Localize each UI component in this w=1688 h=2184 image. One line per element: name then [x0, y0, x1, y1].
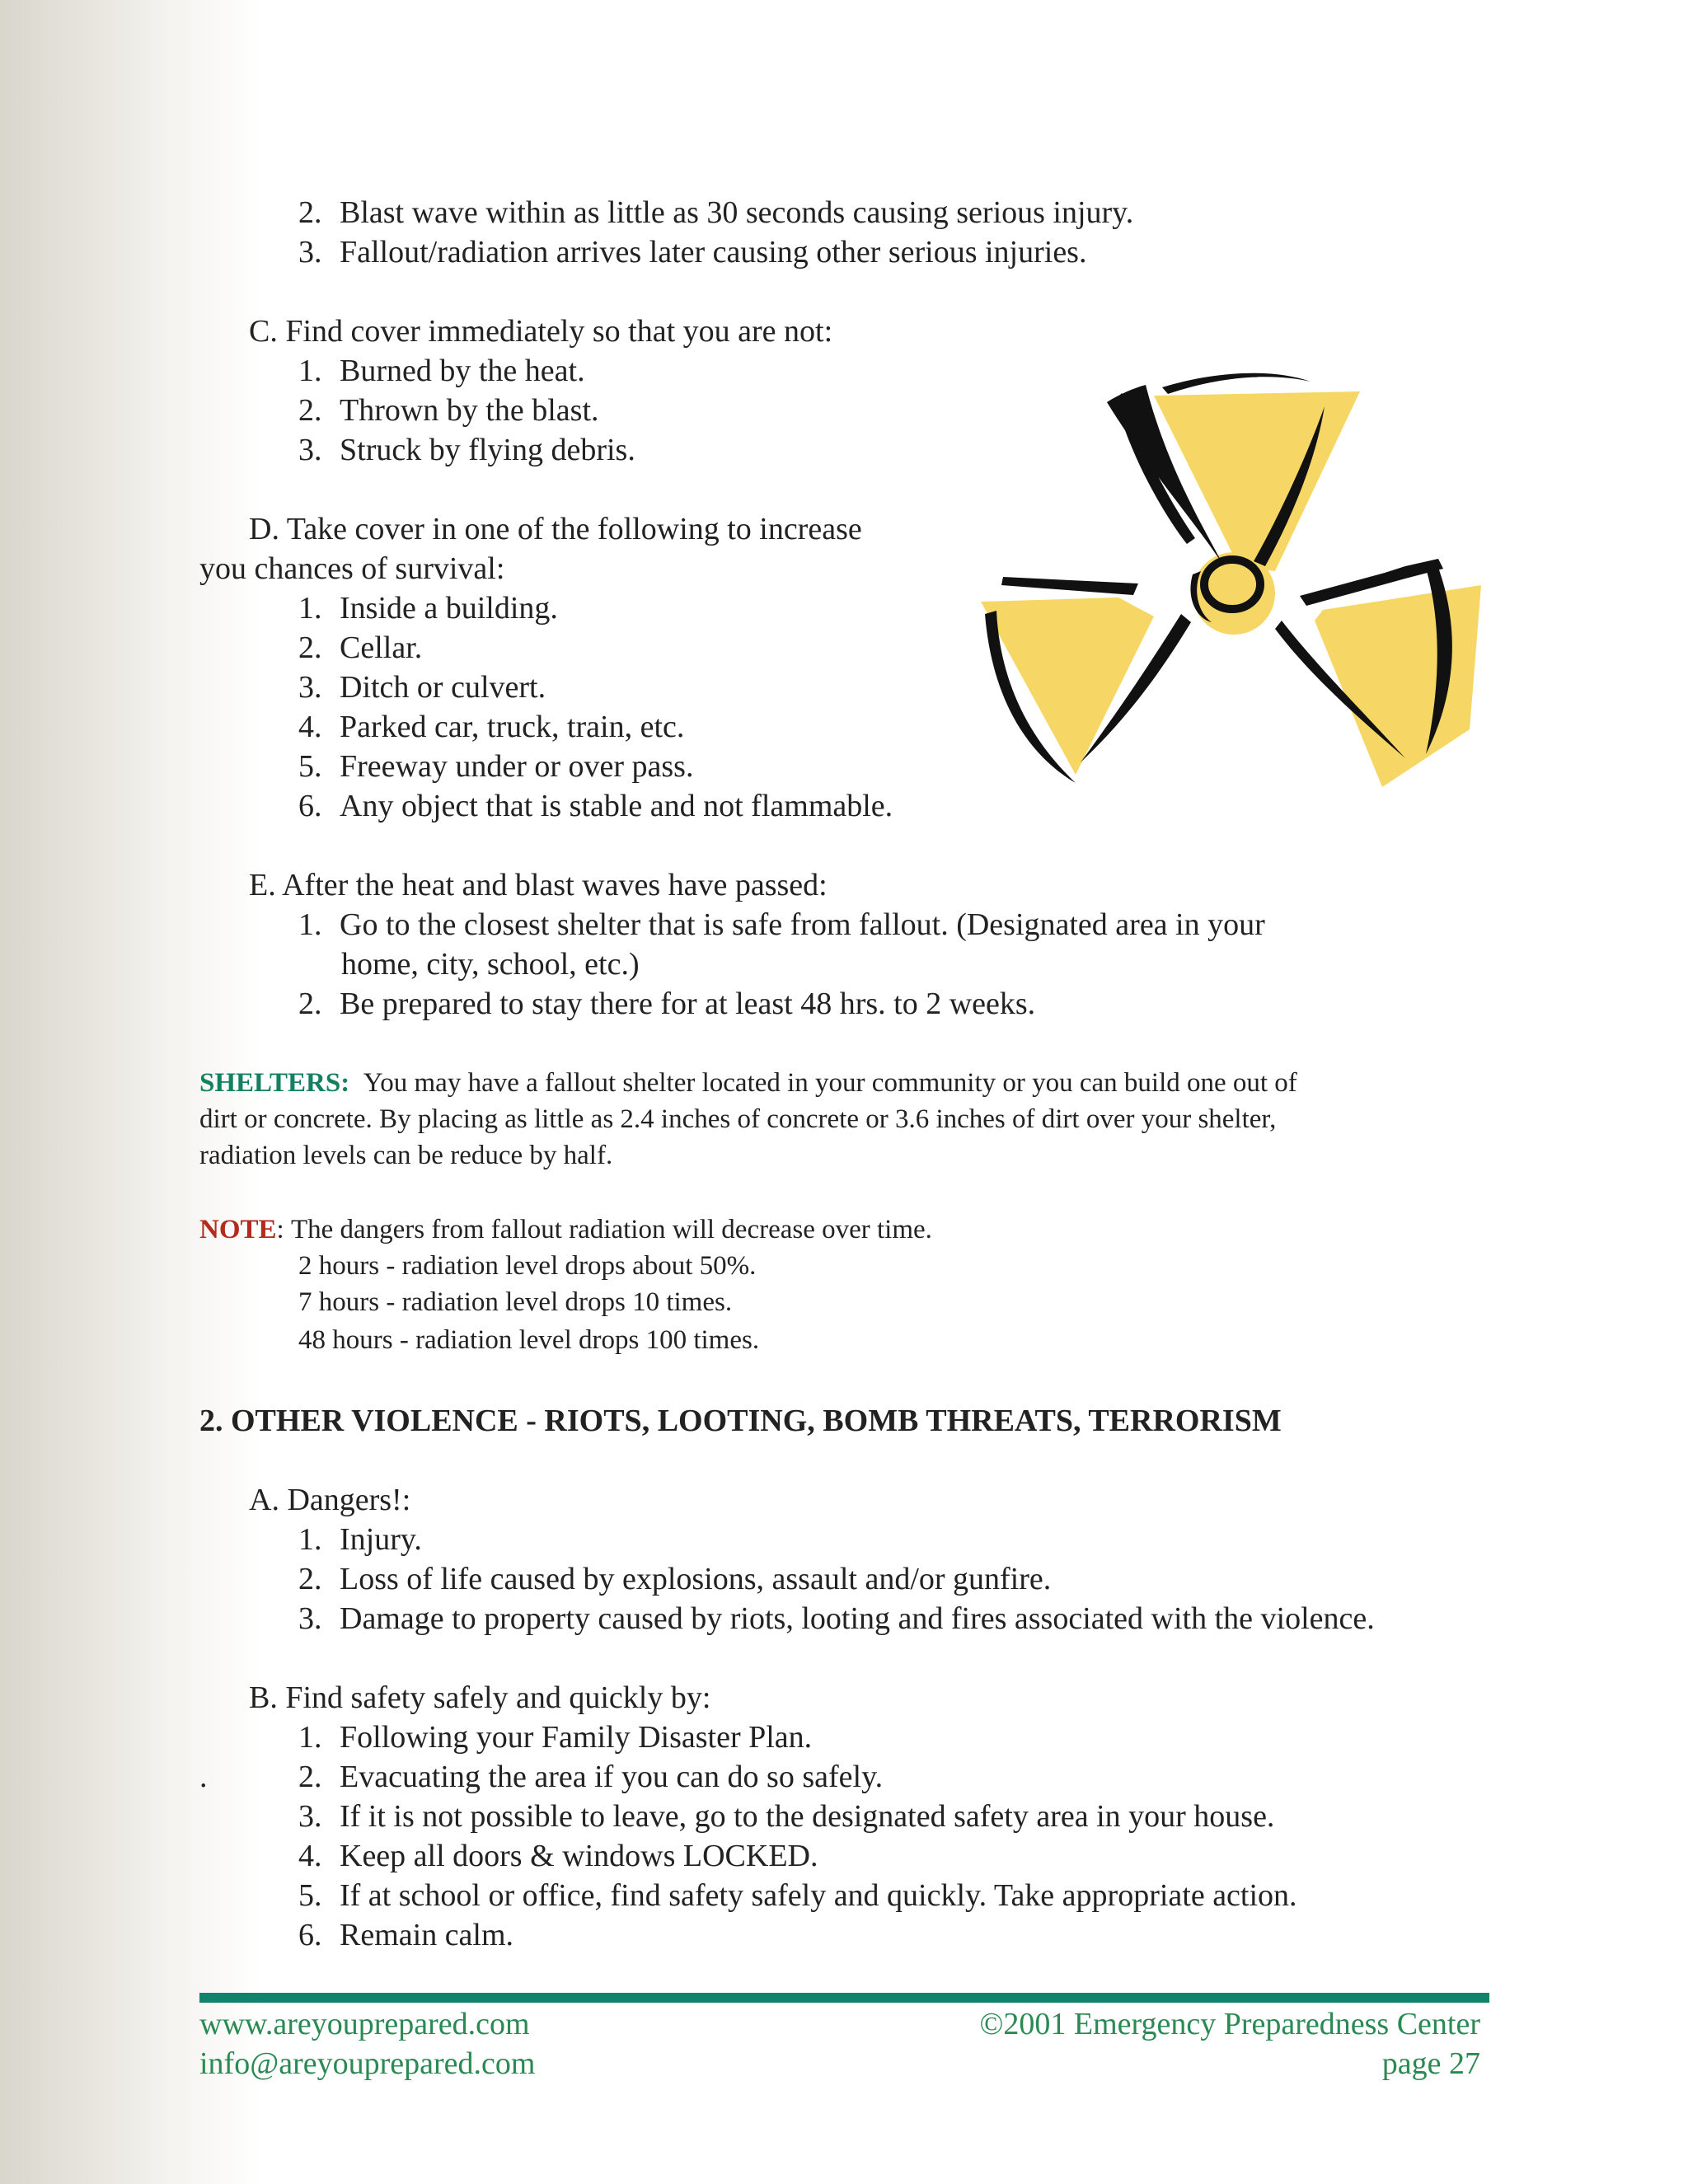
list-number: 2. [298, 393, 322, 428]
list-item: Thrown by the blast. [340, 393, 599, 428]
list-item: Evacuating the area if you can do so safely. [340, 1760, 884, 1794]
list-item: Any object that is stable and not flammable. [340, 789, 893, 823]
list-item: Fallout/radiation arrives later causing other serious injuries. [340, 235, 1087, 269]
list-item: Struck by flying debris. [340, 433, 635, 467]
list-item: Freeway under or over pass. [340, 749, 694, 784]
shelters-line: dirt or concrete. By placing as little as 2.4 inches of concrete or 3.6 inches of dirt over your shelter, [199, 1104, 1277, 1134]
list-number: 4. [298, 710, 322, 744]
list-number: 5. [298, 749, 322, 784]
list-number: 2. [298, 630, 322, 665]
list-item: If it is not possible to leave, go to the designated safety area in your house. [340, 1799, 1275, 1834]
list-number: 1. [298, 1720, 322, 1755]
footer-page-number: page 27 [1381, 2046, 1480, 2081]
stray-mark: . [199, 1760, 208, 1794]
list-number: 3. [298, 1799, 322, 1834]
list-item: Injury. [340, 1522, 422, 1557]
list-item: Keep all doors & windows LOCKED. [340, 1839, 818, 1873]
shelters-label: SHELTERS: [199, 1068, 350, 1098]
shelters-line: You may have a fallout shelter located in your community or you can build one out of [363, 1068, 1297, 1098]
section-d-heading-cont: you chances of survival: [199, 551, 505, 586]
list-item: Be prepared to stay there for at least 48 hrs. to 2 weeks. [340, 987, 1036, 1021]
footer-rule [199, 1993, 1489, 2003]
list-item: Cellar. [340, 630, 423, 665]
note-line: 2 hours - radiation level drops about 50%. [298, 1251, 757, 1281]
section-e-heading: E. After the heat and blast waves have passed: [249, 868, 828, 902]
list-number: 3. [298, 1601, 322, 1636]
list-number: 2. [298, 1562, 322, 1596]
shelters-line: radiation levels can be reduce by half. [199, 1141, 613, 1170]
list-item: Damage to property caused by riots, looting and fires associated with the violence. [340, 1601, 1375, 1636]
list-number: 2. [298, 1760, 322, 1794]
list-number: 1. [298, 354, 322, 388]
list-number: 1. [298, 907, 322, 942]
footer-copyright: ©2001 Emergency Preparedness Center [979, 2007, 1480, 2041]
section-2-heading: 2. OTHER VIOLENCE - RIOTS, LOOTING, BOMB THREATS, TERRORISM [199, 1404, 1282, 1438]
list-item: Loss of life caused by explosions, assault and/or gunfire. [340, 1562, 1052, 1596]
list-item-cont: home, city, school, etc.) [341, 947, 640, 982]
list-number: 5. [298, 1878, 322, 1913]
note-colon: : [276, 1215, 284, 1244]
list-number: 6. [298, 1918, 322, 1952]
section-2b-heading: B. Find safety safely and quickly by: [249, 1680, 711, 1715]
list-number: 3. [298, 670, 322, 705]
list-number: 3. [298, 235, 322, 269]
list-number: 6. [298, 789, 322, 823]
list-number: 3. [298, 433, 322, 467]
list-item: Go to the closest shelter that is safe from fallout. (Designated area in your [340, 907, 1265, 942]
list-item: If at school or office, find safety safely and quickly. Take appropriate action. [340, 1878, 1297, 1913]
section-2a-heading: A. Dangers!: [249, 1483, 411, 1517]
list-number: 2. [298, 987, 322, 1021]
list-item: Blast wave within as little as 30 seconds causing serious injury. [340, 195, 1134, 230]
footer-website-link[interactable]: www.areyouprepared.com [199, 2007, 530, 2041]
list-number: 1. [298, 591, 322, 626]
note-line: 7 hours - radiation level drops 10 times. [298, 1287, 733, 1317]
note-line: The dangers from fallout radiation will decrease over time. [290, 1215, 932, 1244]
note-paragraph [199, 1212, 932, 1248]
list-item: Following your Family Disaster Plan. [340, 1720, 813, 1755]
list-item: Burned by the heat. [340, 354, 585, 388]
list-number: 4. [298, 1839, 322, 1873]
section-c-heading: C. Find cover immediately so that you are not: [249, 314, 833, 349]
list-number: 1. [298, 1522, 322, 1557]
note-line: 48 hours - radiation level drops 100 times. [298, 1325, 760, 1355]
list-number: 2. [298, 195, 322, 230]
section-d-heading: D. Take cover in one of the following to increase [249, 512, 862, 546]
list-item: Ditch or culvert. [340, 670, 546, 705]
list-item: Inside a building. [340, 591, 558, 626]
list-item: Remain calm. [340, 1918, 514, 1952]
shelters-paragraph [199, 1065, 1297, 1101]
radiation-trefoil-icon [977, 350, 1484, 799]
list-item: Parked car, truck, train, etc. [340, 710, 685, 744]
note-label: NOTE [199, 1215, 277, 1244]
footer-email-link[interactable]: info@areyouprepared.com [199, 2046, 536, 2081]
